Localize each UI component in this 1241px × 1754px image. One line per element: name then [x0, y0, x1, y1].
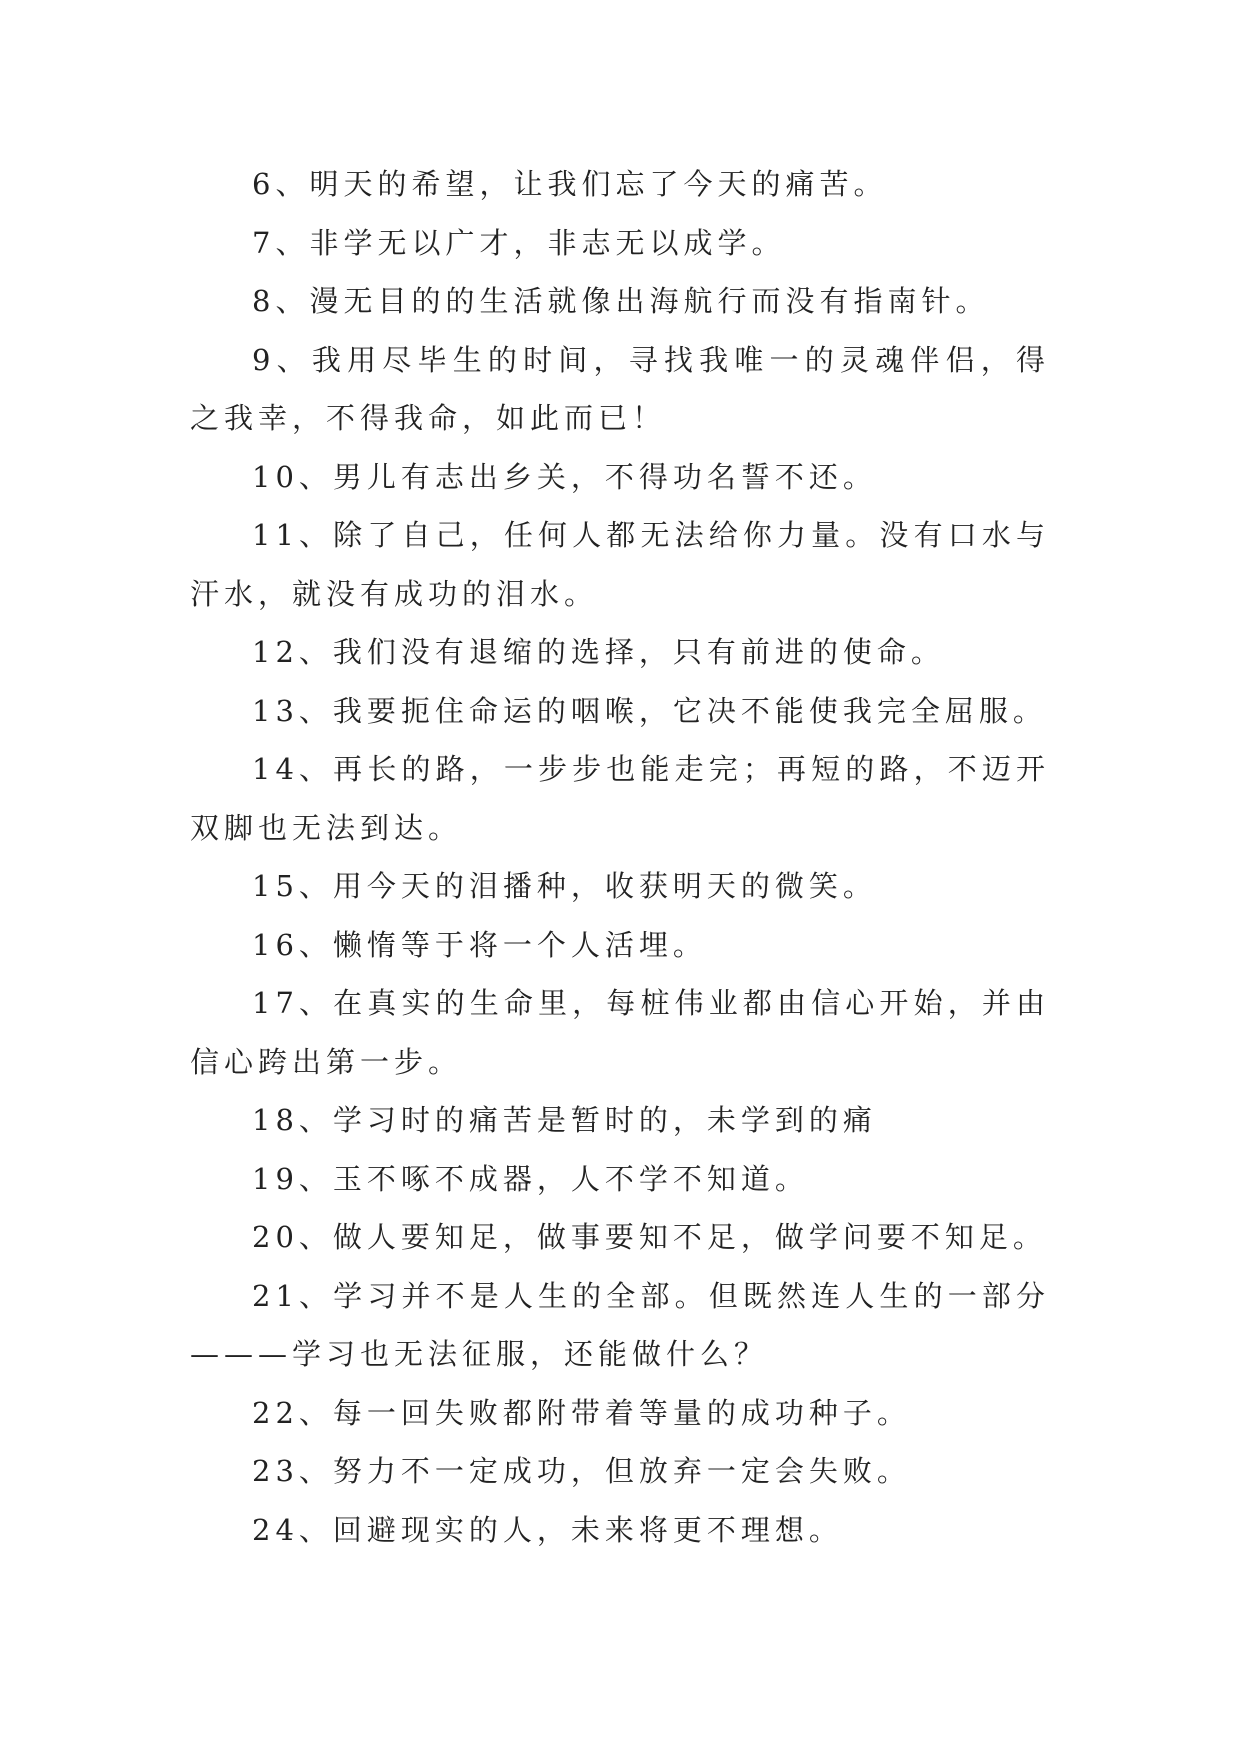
- paragraph: 8、漫无目的的生活就像出海航行而没有指南针。: [252, 284, 990, 318]
- paragraph: 19、玉不啄不成器，人不学不知道。: [252, 1161, 809, 1196]
- paragraph: 17、在真实的生命里，每桩伟业都由信心开始，并由信心跨出第一步。: [190, 986, 1050, 1079]
- paragraph: 22、每一回失败都附带着等量的成功种子。: [252, 1395, 911, 1430]
- paragraph: 16、懒惰等于将一个人活埋。: [252, 927, 707, 962]
- paragraph: 13、我要扼住命运的咽喉，它决不能使我完全屈服。: [252, 693, 1047, 728]
- paragraph: 7、非学无以广才，非志无以成学。: [252, 225, 786, 260]
- paragraph: 14、再长的路，一步步也能走完；再短的路，不迈开双脚也无法到达。: [190, 752, 1050, 845]
- paragraph: 20、做人要知足，做事要知不足，做学问要不知足。: [252, 1220, 1047, 1254]
- paragraph: 21、学习并不是人生的全部。但既然连人生的一部分———学习也无法征服，还能做什么？: [190, 1278, 1050, 1371]
- paragraph: 23、努力不一定成功，但放弃一定会失败。: [252, 1454, 911, 1488]
- paragraph: 15、用今天的泪播种，收获明天的微笑。: [252, 869, 877, 903]
- paragraph: 6、明天的希望，让我们忘了今天的痛苦。: [252, 167, 888, 201]
- paragraph: 11、除了自己，任何人都无法给你力量。没有口水与汗水，就没有成功的泪水。: [190, 518, 1050, 611]
- paragraph: 24、回避现实的人，未来将更不理想。: [252, 1512, 843, 1547]
- paragraph: 9、我用尽毕生的时间，寻找我唯一的灵魂伴侣，得之我幸，不得我命，如此而已！: [190, 342, 1050, 435]
- paragraph: 12、我们没有退缩的选择，只有前进的使命。: [252, 635, 945, 669]
- paragraph: 18、学习时的痛苦是暂时的，未学到的痛: [252, 1103, 877, 1137]
- document-body: [190, 155, 1050, 1559]
- paragraph: 10、男儿有志出乡关，不得功名誓不还。: [252, 459, 877, 494]
